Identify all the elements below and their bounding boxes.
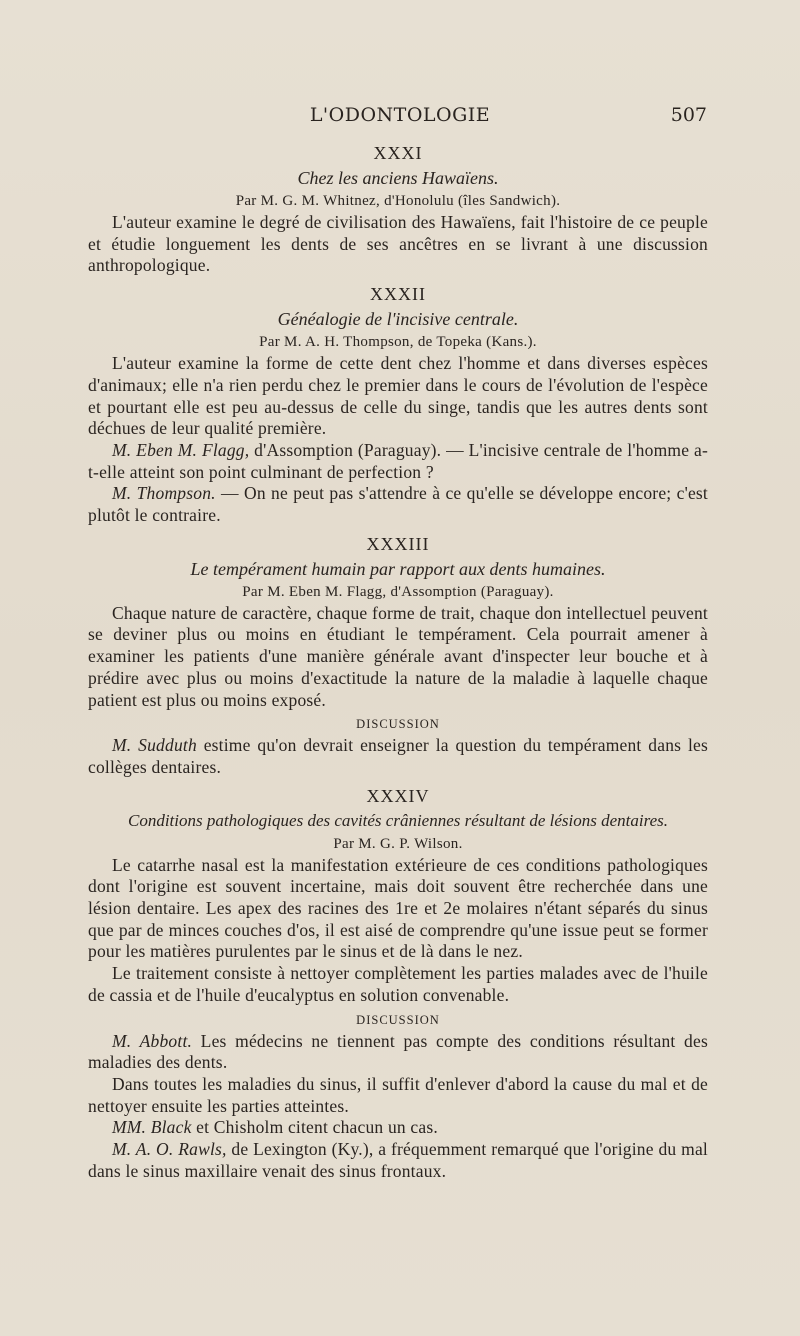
speaker: M. A. O. Rawls, <box>112 1139 227 1160</box>
paragraph-text: L'auteur examine le degré de civilisation des Hawaïens, fait l'histoire de ce peuple et étudie longuement les dents de ses ancêtres en se livrant à une discussion anthropologique. <box>88 212 708 276</box>
discussion-label: DISCUSSION <box>356 1012 440 1027</box>
section-numeral: XXXI <box>373 143 423 163</box>
paragraph <box>88 440 708 483</box>
paragraph-text: et Chisholm citent chacun un cas. <box>191 1117 438 1138</box>
discussion-paragraph <box>88 1031 708 1074</box>
section-title: Chez les anciens Hawaïens. <box>297 168 499 188</box>
section-byline: Par M. G. P. Wilson. <box>333 835 463 852</box>
speaker: M. Abbott. <box>112 1030 193 1051</box>
section-title: Le tempérament humain par rapport aux dents humaines. <box>190 558 606 579</box>
paragraph-text: Les médecins ne tiennent pas compte des conditions résultant des maladies des dents. <box>88 1030 708 1073</box>
section-xxxi <box>88 140 708 277</box>
paragraph-text: de Lexington (Ky.), a fréquemment remarqué que l'origine du mal dans le sinus maxillaire venait des sinus frontaux. <box>88 1139 708 1181</box>
paragraph-text: Dans toutes les maladies du sinus, il suffit d'enlever d'abord la cause du mal et de nettoyer ensuite les parties atteintes. <box>88 1073 708 1116</box>
discussion-label: DISCUSSION <box>356 717 440 732</box>
section-xxxiii <box>88 531 708 779</box>
paragraph-text: Le traitement consiste à nettoyer complètement les parties malades avec de l'huile de cassia et de l'huile d'eucalyptus en solution convenable. <box>88 963 708 1005</box>
speaker: M. Thompson. <box>112 483 216 504</box>
section-numeral: XXXIII <box>366 533 430 554</box>
speaker: M. Eben M. Flagg, <box>112 439 250 460</box>
section-xxxii <box>88 281 708 527</box>
discussion-paragraph <box>88 735 708 778</box>
discussion-paragraph <box>88 1139 708 1182</box>
paragraph <box>88 963 708 1006</box>
paragraph <box>88 353 708 440</box>
section-byline: Par M. Eben M. Flagg, d'Assomption (Paraguay). <box>242 583 554 600</box>
paragraph-text: Le catarrhe nasal est la manifestation extérieure de ces conditions pathologiques dont l'origine est souvent incertaine, mais doit souvent être recherchée dans une lésion dentaire. Les apex des racines des 1re et 2e molaires n'étant séparés du sinus que par de minces couches d'os, il est aisé de comprendre qu'une issue peut se former pour les matières purulentes par le sinus et de là dans le nez. <box>88 854 708 962</box>
page-number: 507 <box>670 104 707 126</box>
section-xxxiv <box>88 783 708 1183</box>
paragraph-text: — On ne peut pas s'attendre à ce qu'elle se développe encore; c'est plutôt le contraire. <box>88 483 708 526</box>
paragraph <box>88 855 708 964</box>
paragraph <box>88 603 708 712</box>
paragraph-text: estime qu'on devrait enseigner la question du tempérament dans les collèges dentaires. <box>88 735 708 777</box>
paragraph <box>88 212 708 277</box>
speaker: M. Sudduth <box>112 735 197 756</box>
paragraph-text: Chaque nature de caractère, chaque forme de trait, chaque don intellectuel peuvent se deviner plus ou moins en étudiant le tempérament. Cela pourrait amener à examiner les patients d'une manière générale avant d'inspecter leur bouche et à prédire avec plus ou moins d'exactitude la nature de la maladie à laquelle chaque patient est plus ou moins exposé. <box>88 602 708 710</box>
section-numeral: XXXIV <box>366 785 430 806</box>
paragraph-text: d'Assomption (Paraguay). — L'incisive centrale de l'homme a-t-elle atteint son point culminant de perfection ? <box>88 439 708 482</box>
discussion-paragraph <box>88 1117 708 1139</box>
discussion-paragraph <box>88 1074 708 1117</box>
page-content <box>88 140 708 1187</box>
running-title: L'ODONTOLOGIE <box>309 104 491 126</box>
section-byline: Par M. G. M. Whitnez, d'Honolulu (îles Sandwich). <box>235 193 561 209</box>
running-head <box>0 104 800 134</box>
section-title: Généalogie de l'incisive centrale. <box>277 309 519 330</box>
paragraph <box>88 483 708 526</box>
paragraph-text: L'auteur examine la forme de cette dent chez l'homme et dans diverses espèces d'animaux; elle n'a rien perdu chez le premier dans le cours de l'évolution de l'espèce et pourtant elle est peu au-dessus de celle du singe, tandis que les autres dents sont déchues de leur qualité première. <box>88 353 708 439</box>
section-byline: Par M. A. H. Thompson, de Topeka (Kans.). <box>259 334 537 351</box>
section-title: Conditions pathologiques des cavités crâniennes résultant de lésions dentaires. <box>127 810 668 830</box>
speaker: MM. Black <box>112 1117 192 1138</box>
section-numeral: XXXII <box>370 284 426 305</box>
